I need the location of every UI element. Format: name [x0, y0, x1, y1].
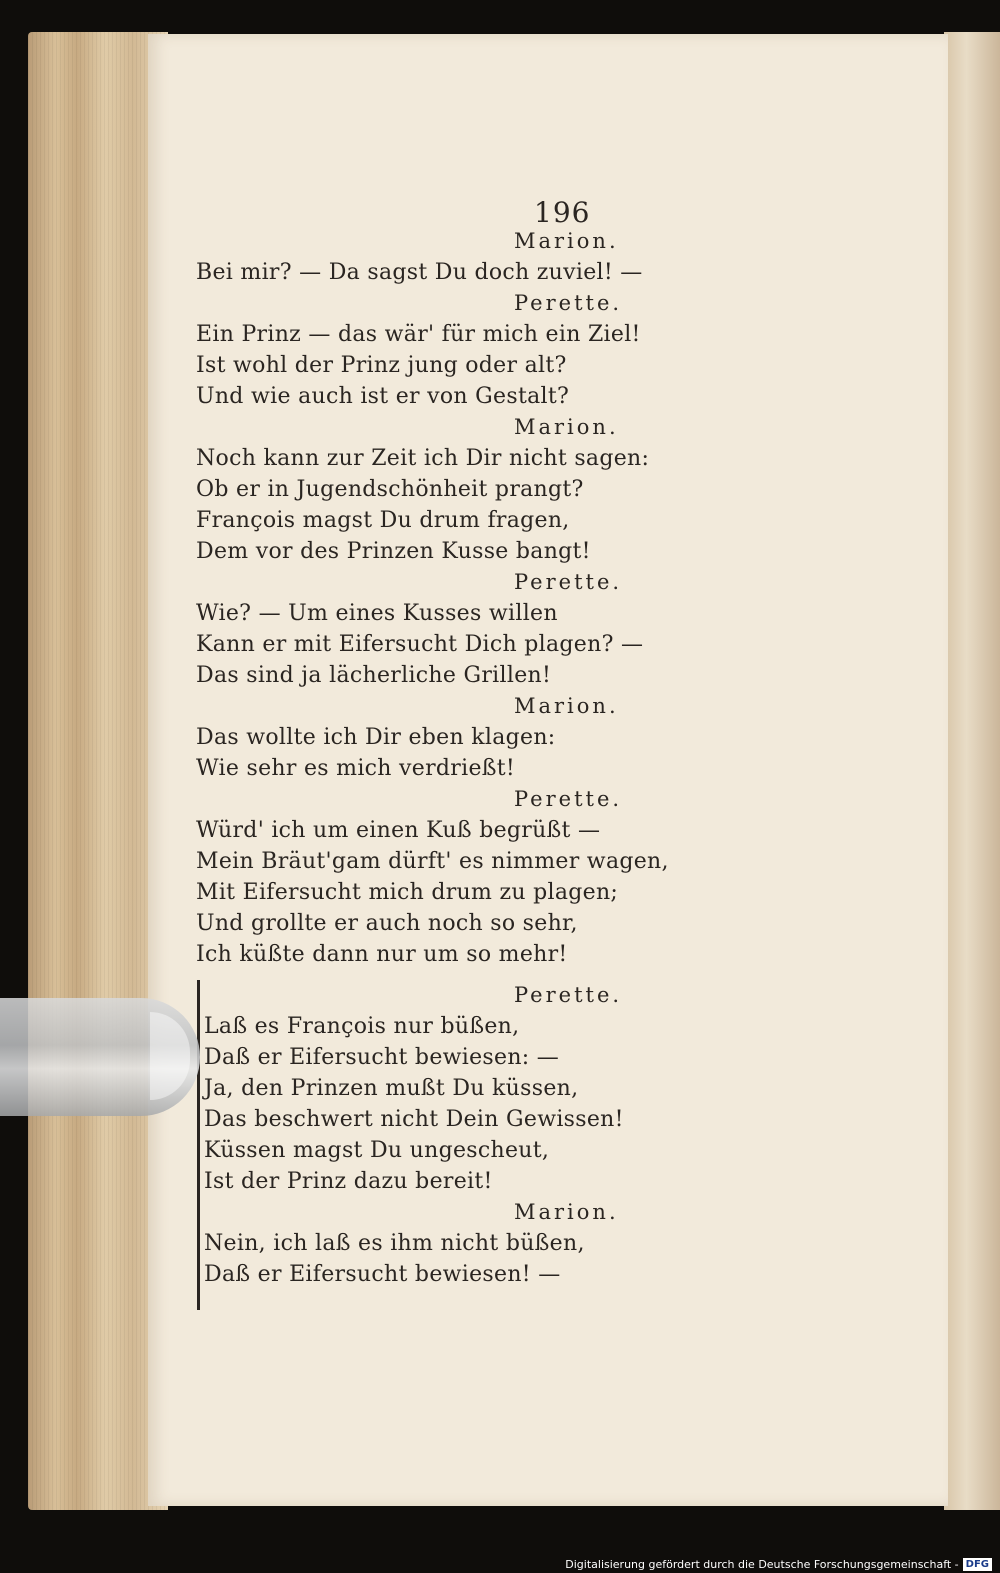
- verse-line: Nein, ich laß es ihm nicht büßen,: [204, 1231, 585, 1256]
- verse-line: Laß es François nur büßen,: [204, 1014, 520, 1039]
- verse-line: Ob er in Jugendschönheit prangt?: [196, 477, 584, 502]
- verse-line: Mein Bräut'gam dürft' es nimmer wagen,: [196, 849, 669, 874]
- verse-line: Das beschwert nicht Dein Gewissen!: [204, 1107, 624, 1132]
- speaker-name: Marion.: [514, 694, 619, 718]
- verse-line: Dem vor des Prinzen Kusse bangt!: [196, 539, 591, 564]
- verse-line: Wie sehr es mich verdrießt!: [196, 756, 516, 781]
- footer-text: Digitalisierung gefördert durch die Deutsche Forschungsgemeinschaft -: [565, 1558, 959, 1571]
- verse-line: Das wollte ich Dir eben klagen:: [196, 725, 556, 750]
- page-number: 196: [534, 196, 591, 229]
- footer: [565, 1558, 992, 1571]
- verse-line: Ein Prinz — das wär' für mich ein Ziel!: [196, 322, 641, 347]
- speaker-name: Marion.: [514, 415, 619, 439]
- page-stack-left: [28, 32, 168, 1510]
- verse-line: Ja, den Prinzen mußt Du küssen,: [204, 1076, 579, 1101]
- page-stack-right: [944, 32, 1000, 1510]
- verse-line: Daß er Eifersucht bewiesen! —: [204, 1262, 561, 1287]
- verse-line: Mit Eifersucht mich drum zu plagen;: [196, 880, 619, 905]
- verse-line: Bei mir? — Da sagst Du doch zuviel! —: [196, 260, 643, 285]
- verse-line: Noch kann zur Zeit ich Dir nicht sagen:: [196, 446, 650, 471]
- margin-bracket: [197, 980, 200, 1310]
- speaker-name: Perette.: [514, 291, 623, 315]
- verse-line: Ist wohl der Prinz jung oder alt?: [196, 353, 567, 378]
- speaker-name: Marion.: [514, 229, 619, 253]
- text-block: [196, 226, 796, 1290]
- verse-line: François magst Du drum fragen,: [196, 508, 570, 533]
- dfg-logo: DFG: [963, 1558, 992, 1571]
- speaker-name: Perette.: [514, 787, 623, 811]
- verse-line: Daß er Eifersucht bewiesen: —: [204, 1045, 560, 1070]
- verse-line: Und grollte er auch noch so sehr,: [196, 911, 578, 936]
- verse-line: Das sind ja lächerliche Grillen!: [196, 663, 552, 688]
- verse-line: Ich küßte dann nur um so mehr!: [196, 942, 568, 967]
- verse-line: Küssen magst Du ungescheut,: [204, 1138, 550, 1163]
- verse-line: Kann er mit Eifersucht Dich plagen? —: [196, 632, 644, 657]
- speaker-name: Perette.: [514, 570, 623, 594]
- verse-line: Und wie auch ist er von Gestalt?: [196, 384, 570, 409]
- verse-line: Wie? — Um eines Kusses willen: [196, 601, 558, 626]
- speaker-name: Marion.: [514, 1200, 619, 1224]
- verse-line: Würd' ich um einen Kuß begrüßt —: [196, 818, 601, 843]
- verse-line: Ist der Prinz dazu bereit!: [204, 1169, 493, 1194]
- speaker-name: Perette.: [514, 983, 623, 1007]
